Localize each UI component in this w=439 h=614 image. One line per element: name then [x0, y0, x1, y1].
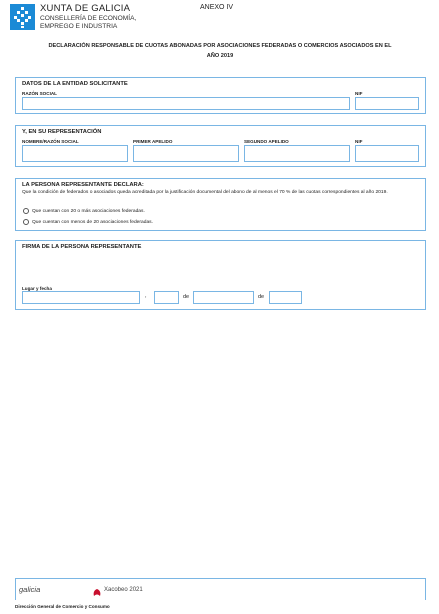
- org-title: XUNTA DE GALICIA: [40, 3, 131, 14]
- option-20-or-more[interactable]: [23, 208, 145, 214]
- month-field[interactable]: [193, 291, 254, 304]
- representative-nif-field[interactable]: [355, 145, 419, 162]
- document-title: [20, 42, 420, 61]
- razon-social-label: RAZÓN SOCIAL: [22, 91, 57, 96]
- signature-section: [15, 240, 426, 310]
- representative-nif-label: NIF: [355, 139, 363, 144]
- direction-label: Dirección General de Comercio y Consumo: [15, 604, 110, 609]
- document-title-line-1: DECLARACIÓN RESPONSABLE DE CUOTAS ABONADAS POR ASOCIACIONES FEDERADAS O COMERCIOS ASOCIADOS EN EL: [48, 43, 392, 49]
- second-surname-label: SEGUNDO APELIDO: [244, 139, 289, 144]
- place-field[interactable]: [22, 291, 140, 304]
- name-label: NOMBRE/RAZÓN SOCIAL: [22, 139, 79, 144]
- first-surname-label: PRIMER APELIDO: [133, 139, 173, 144]
- galicia-crest-icon: [10, 4, 35, 30]
- option-less-than-20[interactable]: [23, 219, 153, 225]
- annex-label: ANEXO IV: [200, 4, 234, 11]
- footer-bar: [15, 578, 426, 600]
- day-field[interactable]: [154, 291, 179, 304]
- year-field[interactable]: [269, 291, 302, 304]
- comma-separator: ,: [145, 293, 147, 299]
- representative-section-title: Y, EN SU REPRESENTACIÓN: [22, 129, 102, 135]
- org-subtitle: [40, 15, 160, 31]
- option-20-or-more-label: Que cuentan con 20 o más asociaciones federadas.: [32, 208, 145, 214]
- org-subtitle-line-2: EMPREGO E INDUSTRIA: [40, 23, 118, 30]
- entity-nif-label: NIF: [355, 91, 363, 96]
- xacobeo-logo-text: Xacobeo 2021: [104, 587, 143, 593]
- second-surname-field[interactable]: [244, 145, 350, 162]
- galicia-logo: galicia: [19, 585, 41, 594]
- xacobeo-icon: [92, 585, 102, 603]
- representative-section: [15, 125, 426, 167]
- entity-nif-field[interactable]: [355, 97, 419, 110]
- entity-section-title: DATOS DE LA ENTIDAD SOLICITANTE: [22, 81, 128, 87]
- signature-section-title: FIRMA DE LA PERSONA REPRESENTANTE: [22, 244, 142, 250]
- document-title-line-2: AÑO 2019: [206, 52, 234, 59]
- name-field[interactable]: [22, 145, 128, 162]
- org-subtitle-line-1: CONSELLERÍA DE ECONOMÍA,: [40, 15, 137, 22]
- first-surname-field[interactable]: [133, 145, 239, 162]
- declaration-section: [15, 178, 426, 231]
- de-separator-1: de: [183, 294, 190, 300]
- radio-icon[interactable]: [23, 219, 29, 225]
- option-less-than-20-label: Que cuentan con menos de 20 asociaciones federadas.: [32, 219, 153, 225]
- razon-social-field[interactable]: [22, 97, 350, 110]
- declaration-section-title: LA PERSONA REPRESENTANTE DECLARA:: [22, 182, 144, 188]
- place-date-label: Lugar y fecha: [22, 286, 52, 291]
- declaration-text: Que la condición de federados o asociados queda acreditada por la justificación documental del abono de al menos el 70 % de las cuotas correspondientes al año 2019.: [22, 190, 388, 195]
- radio-icon[interactable]: [23, 208, 29, 214]
- entity-section: [15, 77, 426, 114]
- de-separator-2: de: [258, 294, 265, 300]
